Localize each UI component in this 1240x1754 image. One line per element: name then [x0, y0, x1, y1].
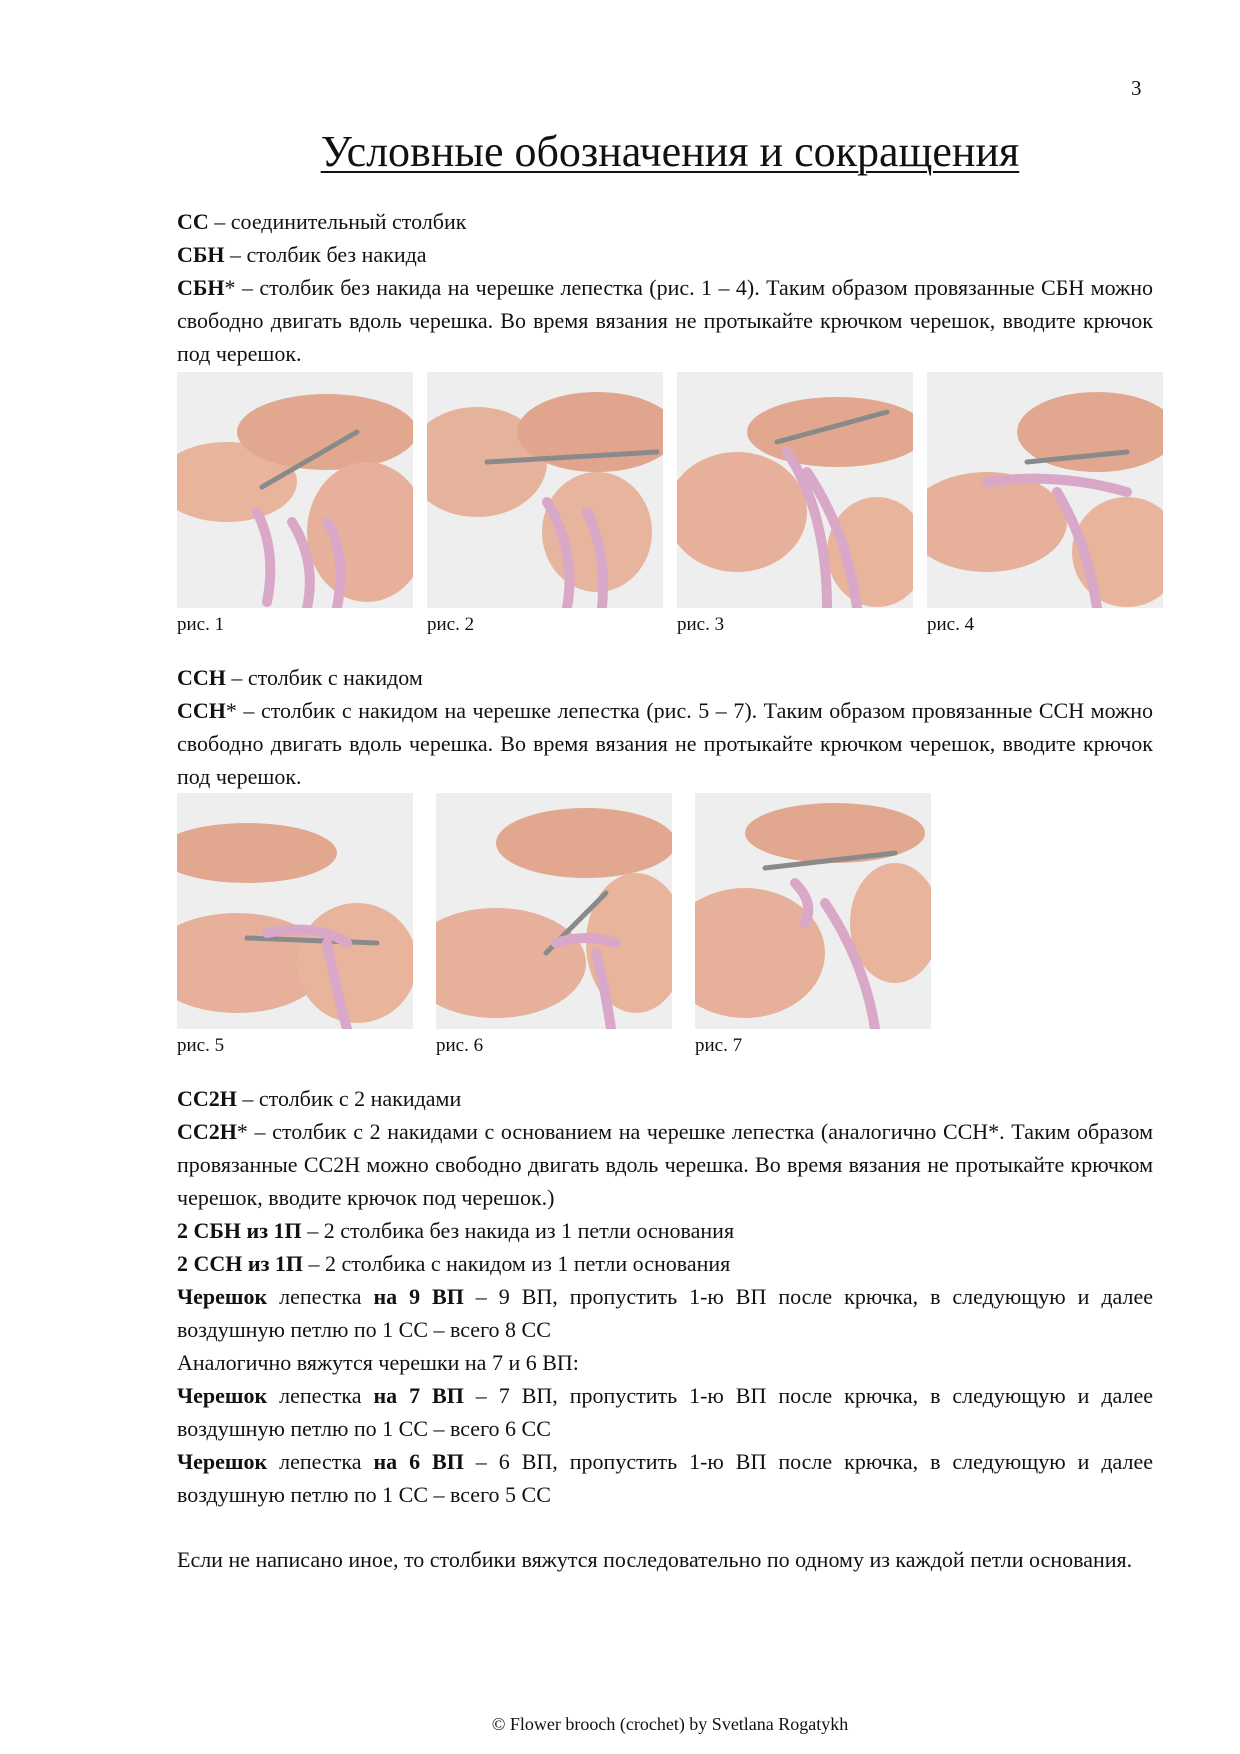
definition-sbn: СБН – столбик без накида: [177, 242, 427, 267]
page-title: Условные обозначения и сокращения: [320, 127, 1020, 176]
photo-fig-4: [927, 372, 1163, 608]
definition-ssn-star: ССН* – столбик с накидом на черешке лепестка (рис. 5 – 7). Таким образом провязанные ССН можно свободно двигать вдоль черешка. Во время вязания не протыкайте крючком черешок, вводите крючок под черешок.: [177, 698, 1153, 789]
stem-9-instruction: Черешок лепестка на 9 ВП – 9 ВП, пропустить 1-ю ВП после крючка, в следующую и далее воздушную петлю по 1 СС – всего 8 СС: [177, 1284, 1154, 1342]
stem-6-instruction: Черешок лепестка на 6 ВП – 6 ВП, пропустить 1-ю ВП после крючка, в следующую и далее воздушную петлю по 1 СС – всего 5 СС: [177, 1449, 1154, 1507]
abbr-2-sbn: 2 СБН из 1П: [177, 1218, 302, 1243]
photo-fig-2: [427, 372, 663, 608]
photo-row-1: [177, 372, 1163, 635]
caption-fig-7: рис. 7: [695, 1035, 743, 1056]
abbr-ssn-star: ССН: [177, 698, 226, 723]
caption-fig-3: рис. 3: [677, 614, 725, 635]
photo-fig-6: [436, 793, 672, 1029]
caption-fig-4: рис. 4: [927, 614, 975, 635]
closing-note-text: Если не написано иное, то столбики вяжутся последовательно по одному из каждой петли основания.: [177, 1547, 1133, 1572]
abbr-ss2n-star: СС2Н: [177, 1119, 237, 1144]
definition-cc: СС – соединительный столбик: [177, 209, 467, 234]
definition-ss2n-star: СС2Н* – столбик с 2 накидами с основанием на черешке лепестка (аналогично ССН*. Таким образом провязанные СС2Н можно свободно двигать вдоль черешка. Во время вязания не протыкайте крючком черешок, вводите крючок под черешок.): [177, 1119, 1153, 1210]
section-ss2n: [177, 1082, 1153, 1511]
definition-ss2n: СС2Н – столбик с 2 накидами: [177, 1086, 462, 1111]
caption-fig-2: рис. 2: [427, 614, 475, 635]
caption-fig-1: рис. 1: [177, 614, 225, 635]
abbr-ssn: ССН: [177, 665, 226, 690]
abbr-sbn: СБН: [177, 242, 225, 267]
definition-2-ssn: 2 ССН из 1П – 2 столбика с накидом из 1 петли основания: [177, 1251, 731, 1276]
abbr-ss2n: СС2Н: [177, 1086, 237, 1111]
abbr-2-ssn: 2 ССН из 1П: [177, 1251, 304, 1276]
definition-sbn-star: СБН* – столбик без накида на черешке лепестка (рис. 1 – 4). Таким образом провязанные СБН можно свободно двигать вдоль черешка. Во время вязания не протыкайте крючком черешок, вводите крючок под черешок.: [177, 275, 1153, 366]
photo-fig-1: [177, 372, 413, 608]
abbr-sbn-star: СБН: [177, 275, 225, 300]
page-number: 3: [1131, 76, 1142, 100]
caption-fig-6: рис. 6: [436, 1035, 484, 1056]
definition-ssn: ССН – столбик с накидом: [177, 665, 423, 690]
definition-2-sbn: 2 СБН из 1П – 2 столбика без накида из 1 петли основания: [177, 1218, 735, 1243]
caption-fig-5: рис. 5: [177, 1035, 225, 1056]
photo-row-2: [177, 793, 937, 1056]
abbr-cc: СС: [177, 209, 209, 234]
photo-fig-3: [677, 372, 913, 608]
section-ssn: [177, 661, 1153, 793]
stem-7-instruction: Черешок лепестка на 7 ВП – 7 ВП, пропустить 1-ю ВП после крючка, в следующую и далее воздушную петлю по 1 СС – всего 6 СС: [177, 1383, 1154, 1441]
footer-copyright: © Flower brooch (crochet) by Svetlana Rogatykh: [491, 1714, 849, 1734]
section-sbn: [177, 205, 1153, 370]
photo-fig-5: [177, 793, 413, 1029]
closing-note: [177, 1543, 1153, 1576]
photo-fig-7: [695, 793, 931, 1029]
similar-note: Аналогично вяжутся черешки на 7 и 6 ВП:: [177, 1350, 579, 1375]
